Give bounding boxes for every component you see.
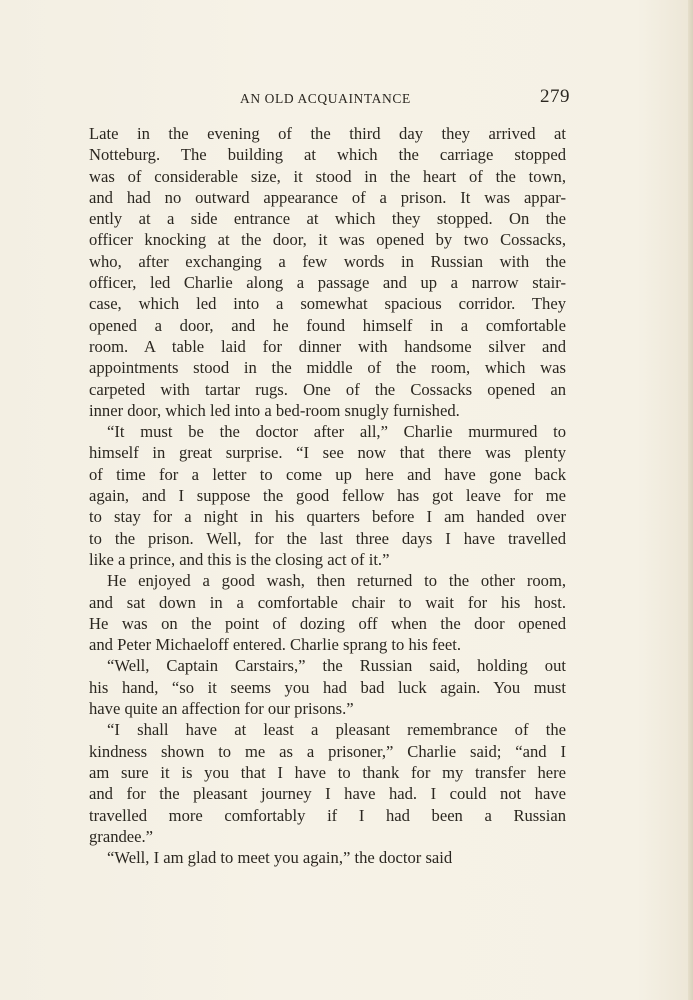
text-line: again, and I suppose the good fellow has got leave for me — [89, 486, 566, 506]
text-line: and sat down in a comfortable chair to wait for his host. — [89, 592, 566, 612]
text-line: and had no outward appearance of a prison. It was appar- — [89, 187, 566, 207]
page-number: 279 — [540, 86, 570, 107]
text-line: “It must be the doctor after all,” Charlie murmured to — [107, 422, 566, 442]
text-line: appointments stood in the middle of the room, which was — [89, 358, 566, 378]
page-header — [90, 88, 570, 110]
text-line: his hand, “so it seems you had bad luck again. You must — [89, 677, 566, 697]
text-line: room. A table laid for dinner with handsome silver and — [89, 336, 566, 356]
text-line: carpeted with tartar rugs. One of the Cossacks opened an — [89, 379, 566, 399]
text-line: himself in great surprise. “I see now that there was plenty — [89, 443, 566, 463]
text-line: of time for a letter to come up here and have gone back — [89, 464, 566, 484]
text-line: Late in the evening of the third day they arrived at — [89, 124, 566, 143]
text-line: have quite an affection for our prisons.” — [89, 699, 354, 719]
text-line: to stay for a night in his quarters before I am handed over — [89, 507, 566, 527]
page-edge — [688, 0, 693, 1000]
text-line: travelled more comfortably if I had been a Russian — [89, 805, 566, 825]
text-line: like a prince, and this is the closing act of it.” — [89, 549, 390, 569]
text-line: case, which led into a somewhat spacious corridor. They — [89, 294, 566, 314]
text-line: was of considerable size, it stood in the heart of the town, — [89, 166, 566, 186]
text-line: Notteburg. The building at which the carriage stopped — [89, 145, 566, 165]
text-line: am sure it is you that I have to thank for my transfer here — [89, 762, 566, 782]
text-line: and for the pleasant journey I have had. I could not have — [89, 784, 566, 804]
running-head: AN OLD ACQUAINTANCE — [240, 91, 411, 106]
text-line: “I shall have at least a pleasant remembrance of the — [107, 720, 566, 740]
text-line: officer knocking at the door, it was opened by two Cossacks, — [89, 230, 566, 250]
text-line: “Well, Captain Carstairs,” the Russian said, holding out — [107, 656, 566, 676]
text-line: opened a door, and he found himself in a comfortable — [89, 315, 566, 335]
text-line: He was on the point of dozing off when the door opened — [89, 613, 566, 633]
text-line: inner door, which led into a bed-room snugly furnished. — [89, 400, 460, 420]
text-line: kindness shown to me as a prisoner,” Charlie said; “and I — [89, 741, 566, 761]
text-line: who, after exchanging a few words in Russian with the — [89, 251, 566, 271]
text-line: He enjoyed a good wash, then returned to the other room, — [107, 571, 566, 591]
text-line: and Peter Michaeloff entered. Charlie sprang to his feet. — [89, 635, 461, 655]
text-line: grandee.” — [89, 826, 154, 846]
text-line: officer, led Charlie along a passage and up a narrow stair- — [89, 273, 566, 293]
text-line: “Well, I am glad to meet you again,” the doctor said — [107, 848, 453, 868]
body-text — [89, 123, 566, 868]
text-line: to the prison. Well, for the last three days I have travelled — [89, 528, 566, 548]
text-line: ently at a side entrance at which they stopped. On the — [89, 209, 566, 229]
